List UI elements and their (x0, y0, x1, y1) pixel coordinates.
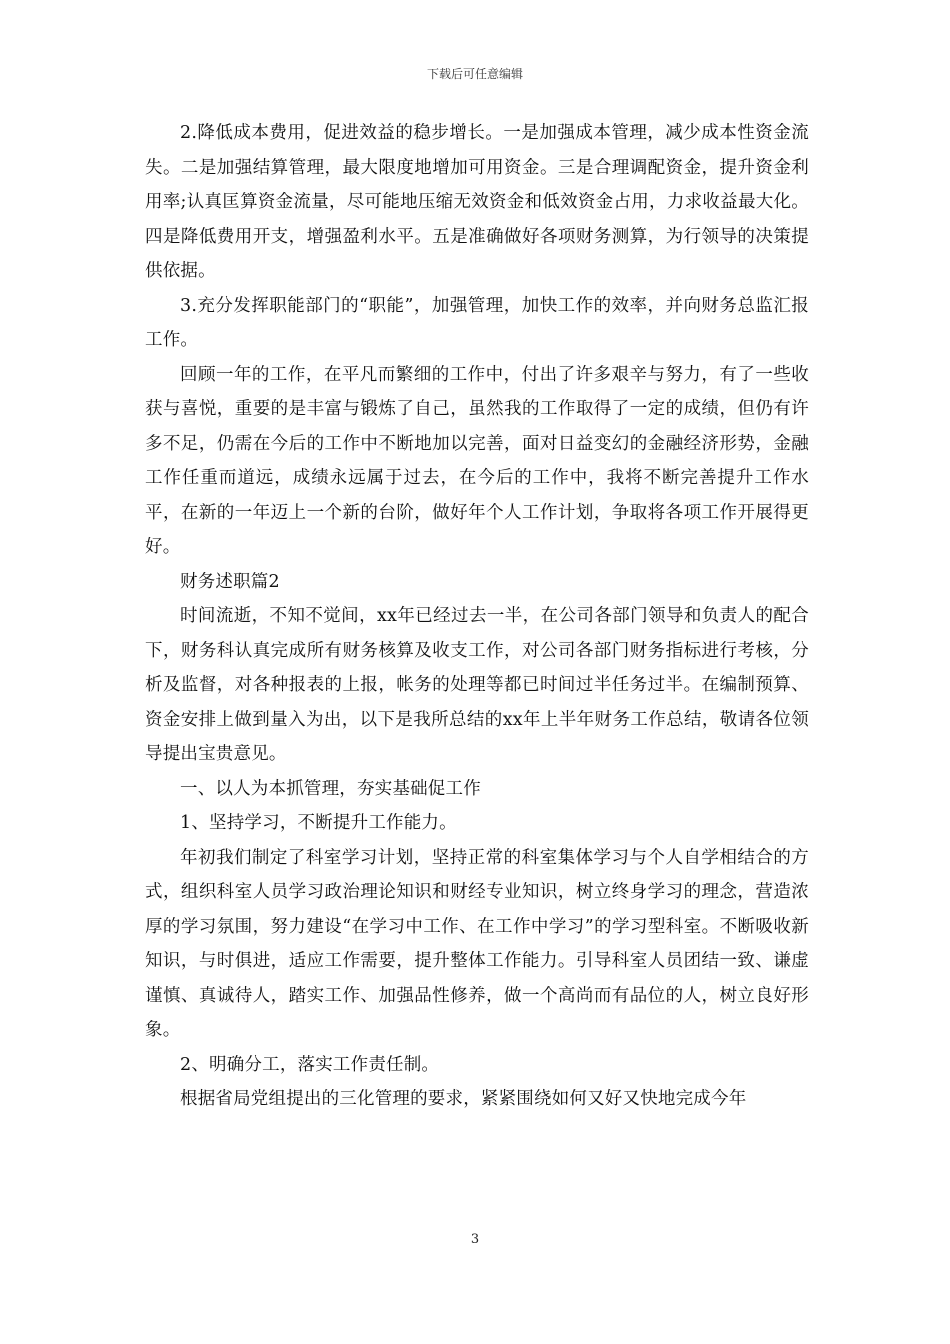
section-heading-people-oriented: 一、以人为本抓管理，夯实基础促工作 (180, 778, 481, 799)
paragraph-half-year-intro: 时间流逝，不知不觉间，xx年已经过去一半，在公司各部门领导和负责人的配合下，财务科认真完成所有财务核算及收支工作，对公司各部门财务指标进行考核，分析及监督，对各种报表的上报，帐务的处理等都已时间过半任务过半。在编制预算、资金安排上做到量入为出，以下是我所总结的xx年上半年财务工作总结，敬请各位领导提出宝贵意见。 (145, 606, 809, 764)
paragraph-management-requirements: 根据省局党组提出的三化管理的要求，紧紧围绕如何又好又快地完成今年 (180, 1089, 747, 1109)
subheading-keep-learning: 1、坚持学习，不断提升工作能力。 (180, 813, 457, 833)
paragraph-year-review: 回顾一年的工作，在平凡而繁细的工作中，付出了许多艰辛与努力，有了一些收获与喜悦，重要的是丰富与锻炼了自己，虽然我的工作取得了一定的成绩，但仍有许多不足，仍需在今后的工作中不断地加以完善，面对日益变幻的金融经济形势，金融工作任重而道远，成绩永远属于过去，在今后的工作中，我将不断完善提升工作水平，在新的一年迈上一个新的台阶，做好年个人工作计划，争取将各项工作开展得更好。 (145, 364, 809, 557)
section-heading-report-2: 财务述职篇2 (180, 571, 280, 592)
page-header: 下载后可任意编辑 (426, 67, 523, 81)
subheading-division-of-labor: 2、明确分工，落实工作责任制。 (180, 1054, 440, 1075)
paragraph-cost-reduction: 2.降低成本费用，促进效益的稳步增长。一是加强成本管理，减少成本性资金流失。二是加强结算管理，最大限度地增加可用资金。三是合理调配资金，提升资金利用率;认真匡算资金流量，尽可能地压缩无效资金和低效资金占用，力求收益最大化。四是降低费用开支，增强盈利水平。五是准确做好各项财务测算，为行领导的决策提供依据。 (145, 123, 809, 281)
page-number: 3 (470, 1232, 480, 1247)
paragraph-functional-departments: 3.充分发挥职能部门的“职能”，加强管理，加快工作的效率，并向财务总监汇报工作。 (145, 295, 809, 350)
document-body (145, 116, 809, 1117)
paragraph-study-plan: 年初我们制定了科室学习计划，坚持正常的科室集体学习与个人自学相结合的方式，组织科室人员学习政治理论知识和财经专业知识，树立终身学习的理念，营造浓厚的学习氛围，努力建设“在学习中工作、在工作中学习”的学习型科室。不断吸收新知识，与时俱进，适应工作需要，提升整体工作能力。引导科室人员团结一致、谦虚谨慎、真诚待人，踏实工作、加强品性修养，做一个高尚而有品位的人，树立良好形象。 (145, 847, 809, 1040)
